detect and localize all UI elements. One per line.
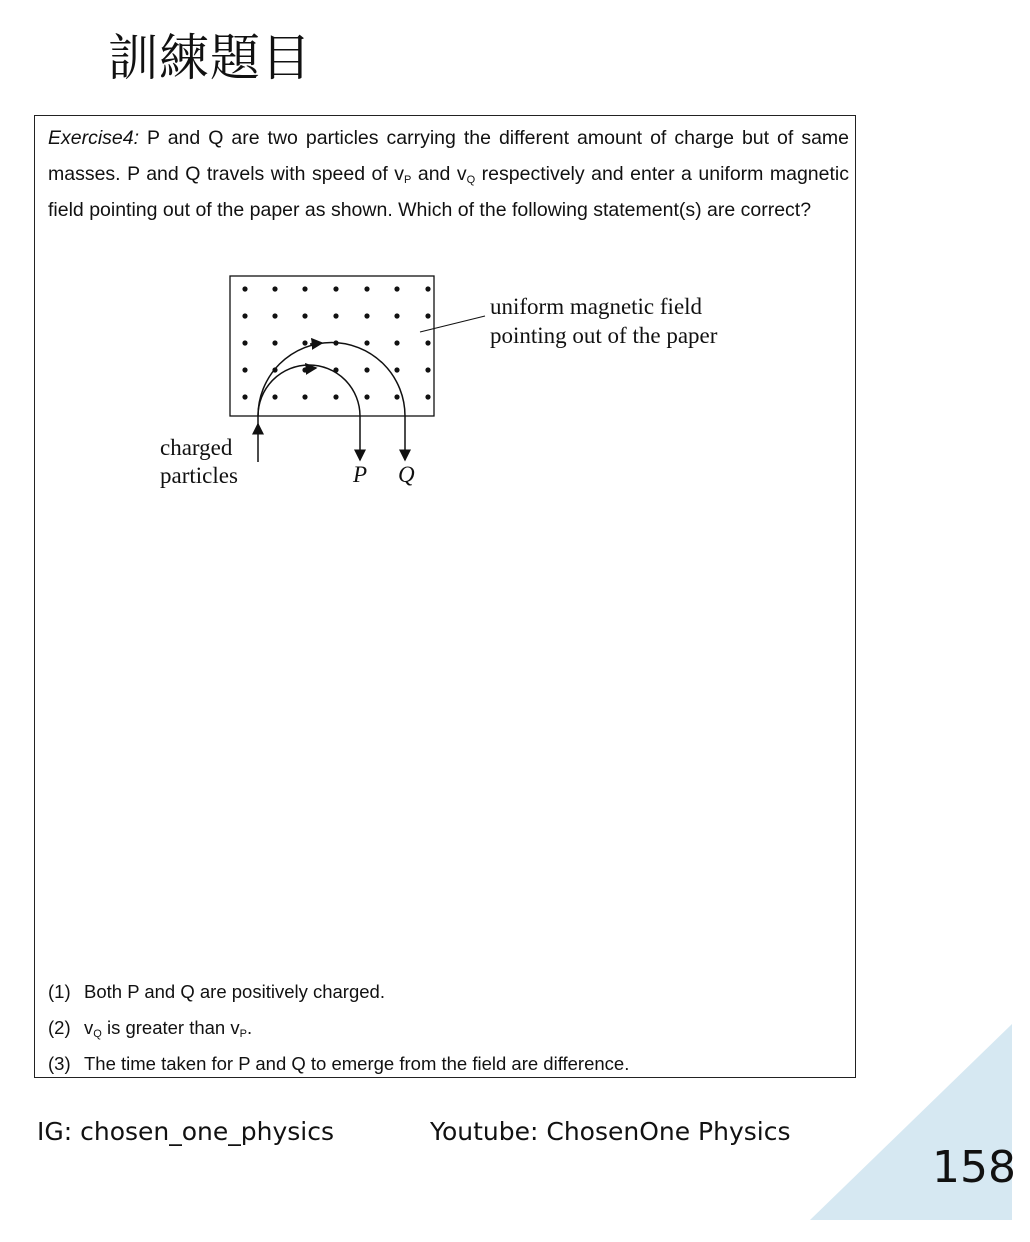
option-text: Both P and Q are positively charged. (84, 981, 385, 1002)
field-dot (242, 340, 247, 345)
field-dot (394, 340, 399, 345)
field-label-line2: pointing out of the paper (490, 323, 718, 348)
field-dot (333, 394, 338, 399)
path-p (258, 365, 360, 460)
particles-label-line1: charged (160, 435, 233, 460)
path-q (258, 343, 405, 461)
arrow-p-mid (304, 368, 316, 369)
field-dot (272, 286, 277, 291)
field-dot (242, 286, 247, 291)
label-p: P (353, 462, 368, 487)
field-dot (272, 340, 277, 345)
stem-text-3: respectively and enter a uniform magnetic field pointing out of the paper as shown. Which of the following statement(s) are correct? (48, 163, 850, 221)
subscript-p: P (404, 174, 412, 186)
field-dot (302, 286, 307, 291)
exercise-label: Exercise4: (48, 127, 140, 149)
page-title: 訓練題目 (108, 29, 312, 87)
option-sub-p: P (239, 1028, 247, 1040)
field-dot (364, 394, 369, 399)
field-dot (425, 367, 430, 372)
field-dot (394, 313, 399, 318)
field-dot (425, 340, 430, 345)
field-dot (302, 313, 307, 318)
field-dot (272, 313, 277, 318)
option-1 (48, 974, 848, 1010)
footer-youtube: Youtube: ChosenOne Physics (430, 1117, 791, 1146)
label-q: Q (398, 462, 415, 487)
corner-decoration (810, 1024, 1030, 1242)
option-text-mid: is greater than v (101, 1017, 240, 1038)
field-dot (333, 313, 338, 318)
field-dot (364, 340, 369, 345)
exercise-box (34, 115, 856, 1078)
option-number: (3) (48, 1053, 71, 1074)
option-3 (48, 1046, 848, 1082)
field-dot (394, 394, 399, 399)
particles-label-line2: particles (160, 463, 238, 488)
field-dot (364, 313, 369, 318)
field-dot (242, 394, 247, 399)
page-number: 158 (932, 1142, 1016, 1193)
arrow-q-mid (310, 343, 322, 344)
footer-instagram: IG: chosen_one_physics (37, 1117, 335, 1146)
magnetic-field-diagram (150, 274, 750, 494)
field-dot (425, 394, 430, 399)
option-number: (1) (48, 981, 71, 1002)
subscript-q: Q (466, 174, 476, 186)
field-label-line1: uniform magnetic field (490, 294, 703, 319)
question-stem (48, 120, 849, 228)
field-dot (394, 286, 399, 291)
field-dot (333, 286, 338, 291)
field-dot (425, 313, 430, 318)
stem-text-1: P and Q are two particles carrying the different amount of charge but of same masses. P and Q travels with speed of v (48, 127, 849, 185)
field-dot (364, 367, 369, 372)
field-dot (272, 394, 277, 399)
option-text-post: . (246, 1017, 253, 1038)
option-sub-q: Q (93, 1028, 102, 1040)
field-dot (425, 286, 430, 291)
field-dot (394, 367, 399, 372)
field-dot (302, 340, 307, 345)
option-text: The time taken for P and Q to emerge from the field are difference. (84, 1053, 630, 1074)
options-list (48, 974, 848, 1082)
option-number: (2) (48, 1017, 71, 1038)
field-dot (242, 367, 247, 372)
option-text-pre: v (84, 1017, 94, 1038)
stem-text-2: and v (411, 163, 467, 185)
option-2 (48, 1010, 848, 1046)
field-dot (302, 394, 307, 399)
field-label-pointer (420, 316, 485, 332)
field-dot (242, 313, 247, 318)
field-dot (364, 286, 369, 291)
